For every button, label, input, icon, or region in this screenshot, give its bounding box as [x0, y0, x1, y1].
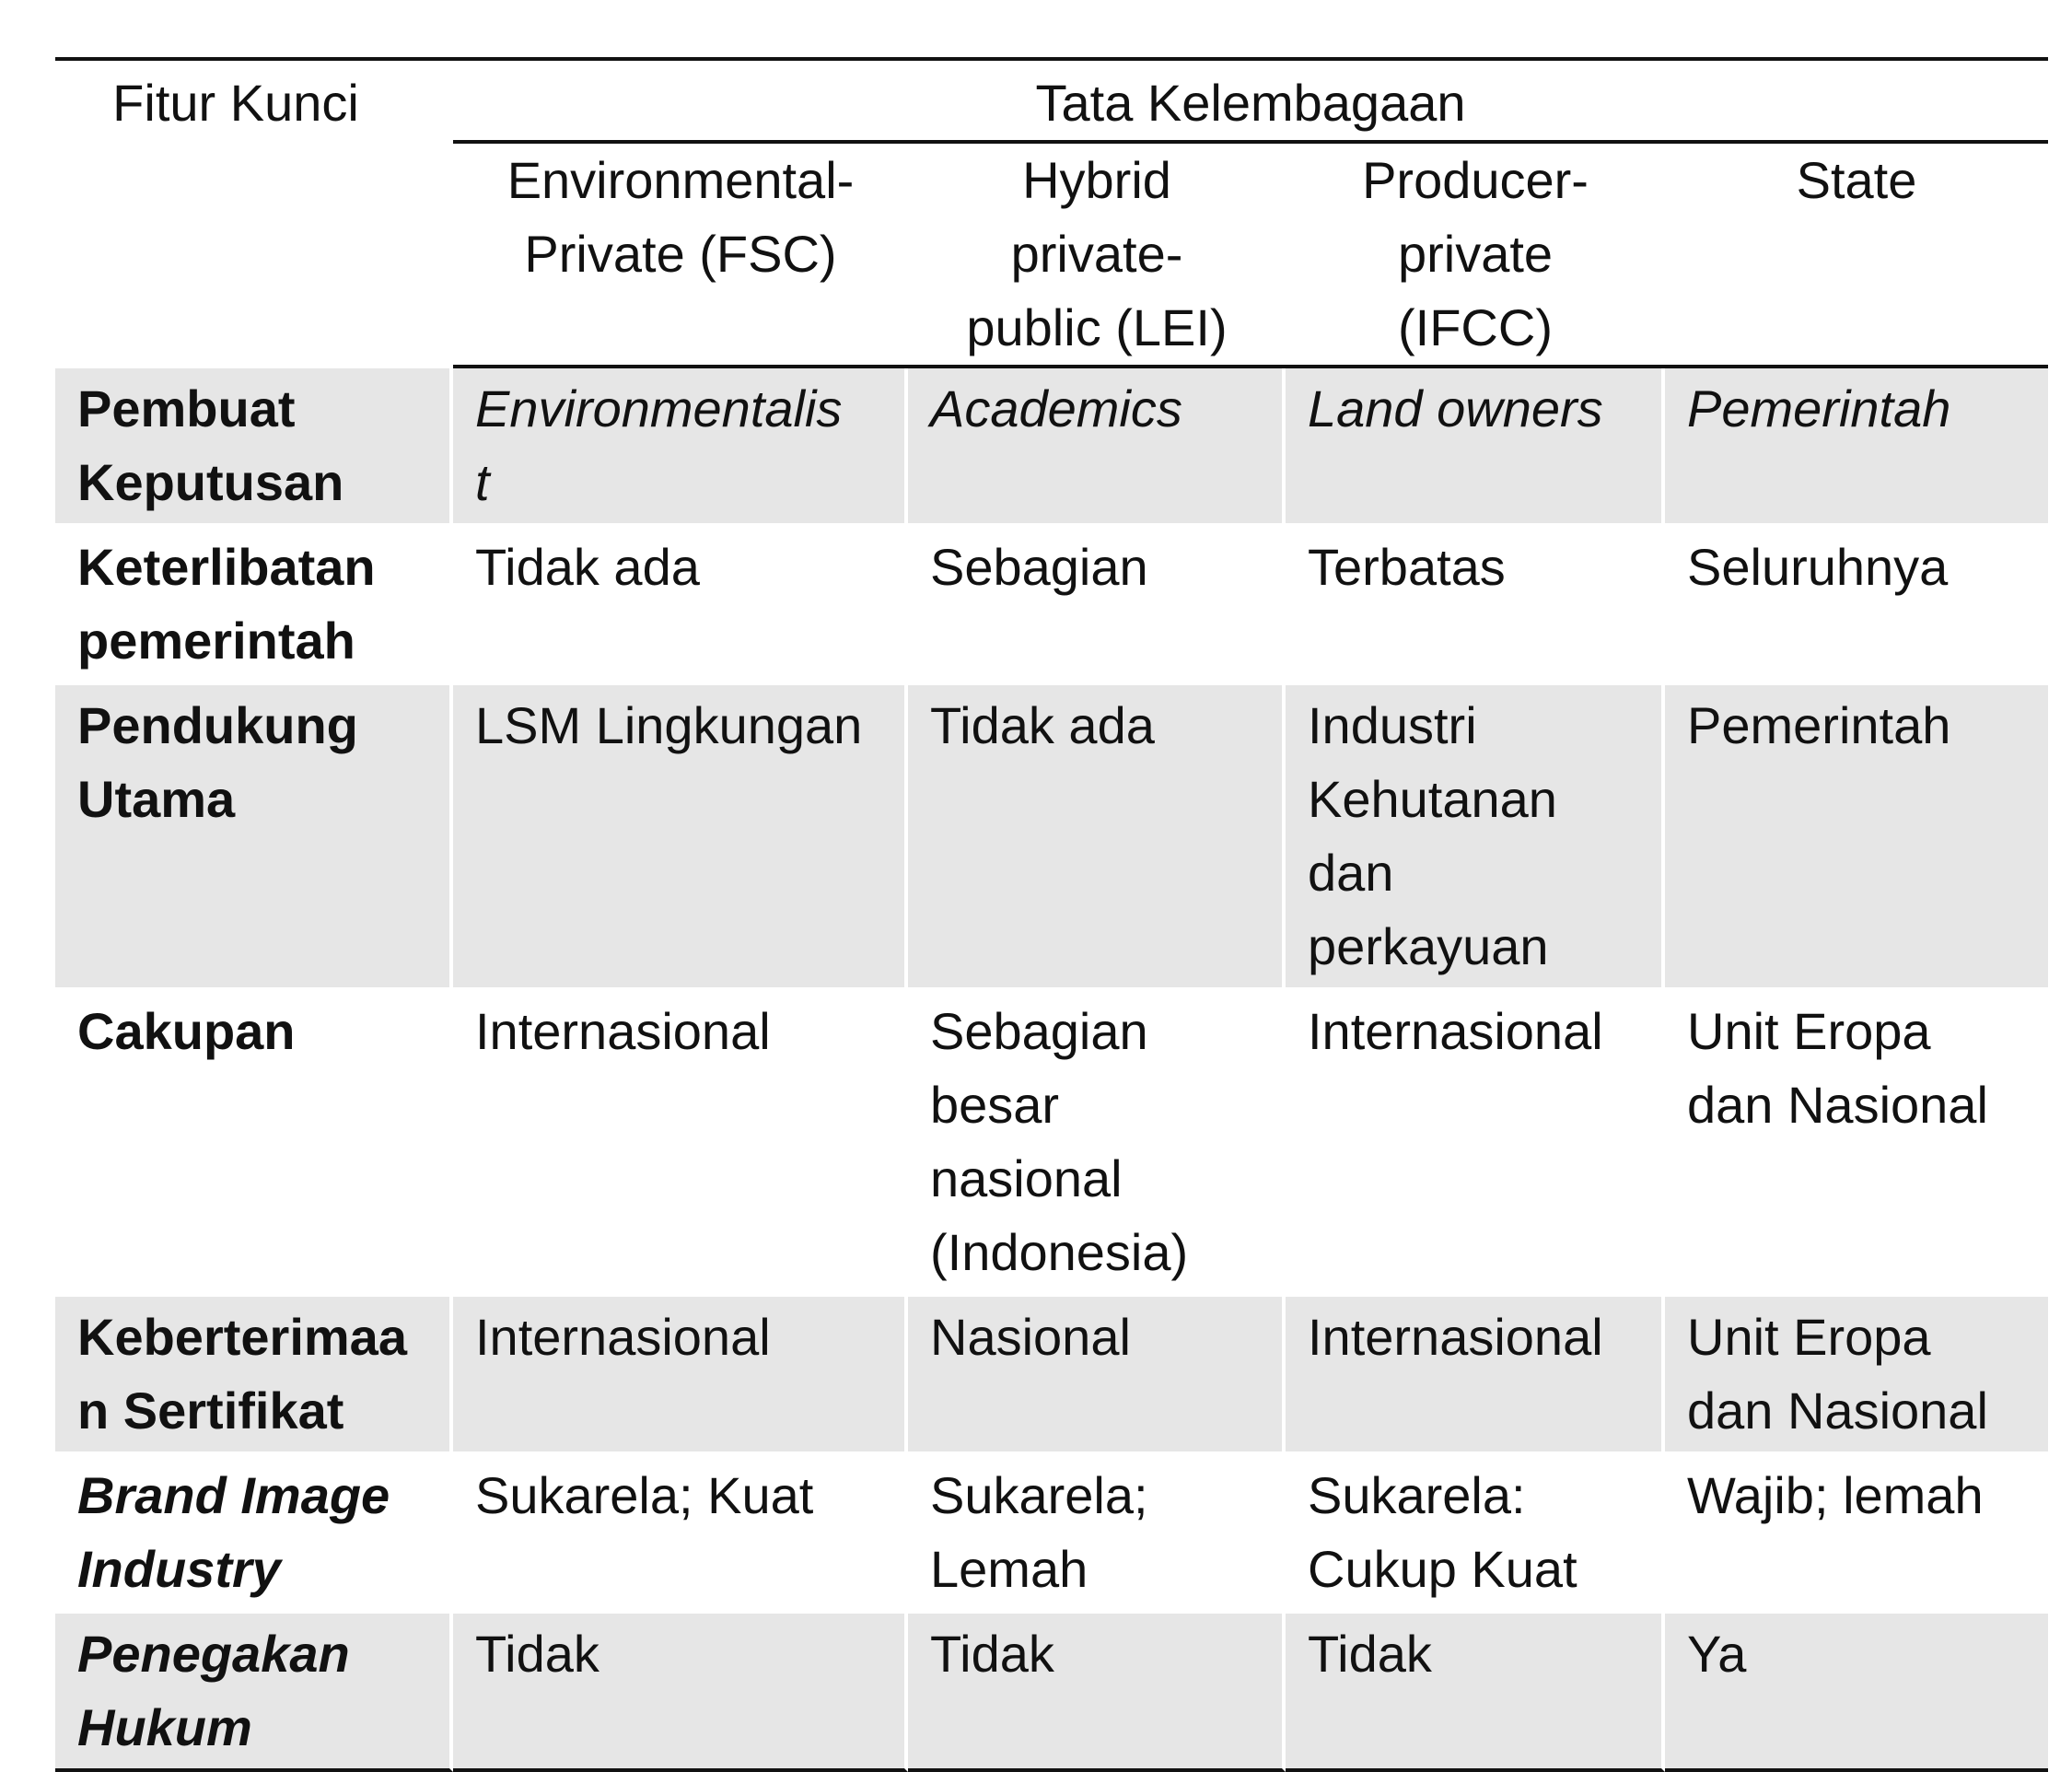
cell-lei [908, 991, 1286, 1297]
column-header-line: State [1796, 151, 1917, 209]
cell-fsc [453, 1297, 908, 1455]
cell-line: Internasional [475, 1002, 771, 1060]
cell-line: (Indonesia) [930, 1223, 1189, 1281]
cell-lei [908, 368, 1286, 527]
table-row-pembuat-keputusan [55, 368, 2048, 527]
column-header-line: Hybrid [1022, 151, 1171, 209]
cell-ifcc [1286, 1297, 1665, 1455]
feature-line: Keterlibatan [77, 538, 376, 596]
cell-line: Academics [930, 379, 1182, 437]
cell-line: dan Nasional [1687, 1076, 1988, 1134]
feature-line: pemerintah [77, 612, 355, 670]
institutional-arrangements-table-wrapper [55, 57, 2048, 1772]
table-header [55, 57, 2048, 368]
cell-line: Seluruhnya [1687, 538, 1949, 596]
cell-state [1665, 991, 2048, 1297]
table-row-pendukung-utama [55, 685, 2048, 991]
cell-line: Tidak [1308, 1625, 1432, 1683]
cell-line: Tidak [475, 1625, 599, 1683]
feature-line: Pembuat [77, 379, 296, 437]
cell-line: Environmentalis [475, 379, 843, 437]
cell-fsc [453, 368, 908, 527]
column-header-lei [908, 144, 1286, 368]
cell-line: Sebagian [930, 538, 1148, 596]
cell-line: Unit Eropa [1687, 1308, 1931, 1366]
row-feature-label [55, 685, 453, 991]
cell-line: Wajib; lemah [1687, 1466, 1984, 1524]
feature-column-header: Fitur Kunci [55, 57, 453, 368]
row-feature-label [55, 368, 453, 527]
feature-line: Penegakan [77, 1625, 350, 1683]
cell-line: Land owners [1308, 379, 1603, 437]
cell-lei [908, 1614, 1286, 1772]
cell-fsc [453, 685, 908, 991]
row-feature-label [55, 1455, 453, 1614]
cell-line: Cukup Kuat [1308, 1540, 1577, 1598]
cell-line: Pemerintah [1687, 379, 1951, 437]
cell-line: Kehutanan [1308, 770, 1557, 828]
cell-line: Lemah [930, 1540, 1088, 1598]
cell-ifcc [1286, 991, 1665, 1297]
cell-lei [908, 1297, 1286, 1455]
column-header-line: Producer- [1362, 151, 1589, 209]
cell-fsc [453, 1455, 908, 1614]
table-row-keterlibatan-pemerintah [55, 527, 2048, 685]
cell-line: t [475, 453, 490, 511]
column-header-line: Environmental- [506, 151, 855, 209]
table-row-keberterimaan-sertifikat [55, 1297, 2048, 1455]
column-header-fsc [453, 144, 908, 368]
column-header-line: private- [1010, 225, 1183, 283]
cell-line: Nasional [930, 1308, 1131, 1366]
column-header-line: private [1397, 225, 1554, 283]
feature-line: Brand Image [77, 1466, 390, 1524]
cell-lei [908, 685, 1286, 991]
cell-ifcc [1286, 1614, 1665, 1772]
column-header-line: public (LEI) [966, 298, 1228, 356]
cell-state [1665, 368, 2048, 527]
cell-line: Pemerintah [1687, 696, 1951, 754]
feature-line: Keputusan [77, 453, 344, 511]
row-feature-label [55, 1297, 453, 1455]
cell-fsc [453, 1614, 908, 1772]
table-body [55, 368, 2048, 1772]
feature-line: Cakupan [77, 1002, 296, 1060]
cell-line: Sebagian [930, 1002, 1148, 1060]
cell-line: dan [1308, 844, 1394, 902]
group-column-header: Tata Kelembagaan [453, 57, 2048, 144]
cell-line: Tidak [930, 1625, 1054, 1683]
cell-line: Sukarela; [930, 1466, 1148, 1524]
cell-line: Industri [1308, 696, 1477, 754]
cell-ifcc [1286, 685, 1665, 991]
cell-line: Internasional [1308, 1002, 1603, 1060]
feature-line: Utama [77, 770, 236, 828]
cell-line: Internasional [1308, 1308, 1603, 1366]
column-header-line: (IFCC) [1398, 298, 1553, 356]
cell-line: Terbatas [1308, 538, 1506, 596]
cell-line: dan Nasional [1687, 1381, 1988, 1440]
feature-line: Industry [77, 1540, 281, 1598]
institutional-arrangements-table [55, 57, 2048, 1772]
cell-line: besar [930, 1076, 1060, 1134]
feature-line: Keberterimaa [77, 1308, 407, 1366]
cell-state [1665, 527, 2048, 685]
cell-ifcc [1286, 368, 1665, 527]
cell-line: Internasional [475, 1308, 771, 1366]
cell-fsc [453, 527, 908, 685]
cell-line: Sukarela; Kuat [475, 1466, 814, 1524]
cell-state [1665, 1614, 2048, 1772]
table-row-penegakan-hukum [55, 1614, 2048, 1772]
cell-line: Unit Eropa [1687, 1002, 1931, 1060]
cell-lei [908, 1455, 1286, 1614]
cell-line: Ya [1687, 1625, 1747, 1683]
cell-line: Tidak ada [930, 696, 1155, 754]
cell-lei [908, 527, 1286, 685]
cell-state [1665, 1297, 2048, 1455]
feature-line: Hukum [77, 1698, 252, 1756]
cell-line: nasional [930, 1149, 1123, 1207]
cell-line: Tidak ada [475, 538, 700, 596]
cell-line: Sukarela: [1308, 1466, 1526, 1524]
table-row-brand-image-industry [55, 1455, 2048, 1614]
row-feature-label [55, 991, 453, 1297]
cell-fsc [453, 991, 908, 1297]
table-row-cakupan [55, 991, 2048, 1297]
feature-line: n Sertifikat [77, 1381, 344, 1440]
cell-line: LSM Lingkungan [475, 696, 863, 754]
cell-state [1665, 1455, 2048, 1614]
cell-ifcc [1286, 1455, 1665, 1614]
row-feature-label [55, 1614, 453, 1772]
row-feature-label [55, 527, 453, 685]
feature-line: Pendukung [77, 696, 358, 754]
cell-line: perkayuan [1308, 917, 1549, 975]
cell-state [1665, 685, 2048, 991]
cell-ifcc [1286, 527, 1665, 685]
column-header-state [1665, 144, 2048, 368]
column-header-line: Private (FSC) [524, 225, 837, 283]
column-header-ifcc [1286, 144, 1665, 368]
